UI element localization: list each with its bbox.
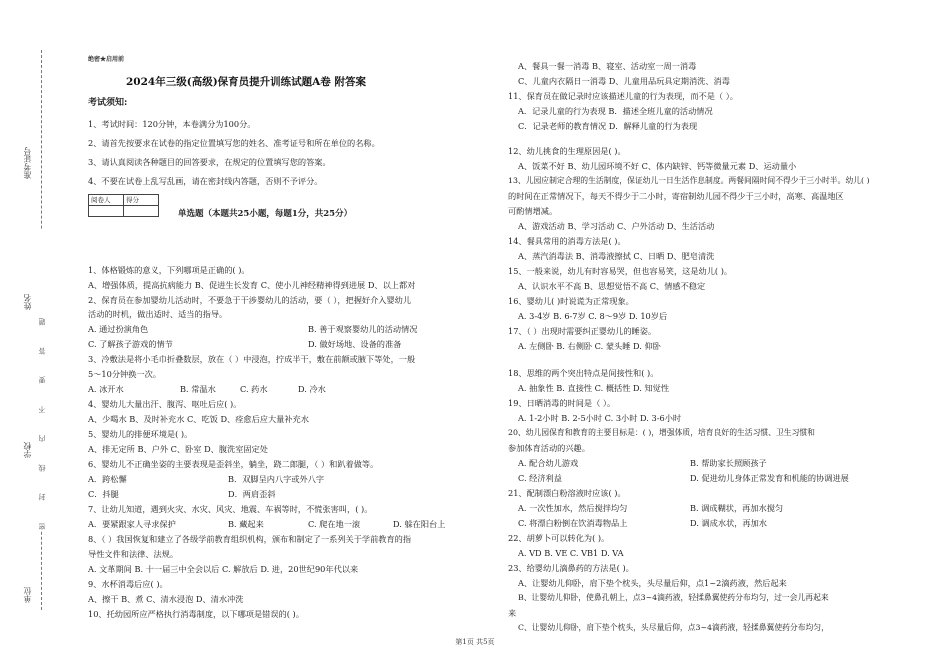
field-name-label: 姓名 — [23, 294, 32, 310]
option-line: A. 3-4岁 B. 6-7岁 C. 8～9岁 D. 10岁后 — [518, 311, 668, 321]
option-line: B. 调成糊状，再加水搅匀 — [690, 503, 784, 513]
reviewer-cell: 阅卷人 — [89, 195, 124, 206]
option-line: B. 善于观察婴幼儿的活动情况 — [308, 324, 418, 334]
question-line: 活动的时机，做出适时、适当的指导。 — [88, 309, 228, 319]
question-line: 12、幼儿挑食的生理原因是( )。 — [508, 146, 626, 156]
question-line: 21、配制漂白粉溶液时应该( )。 — [508, 488, 626, 498]
option-line: A. 配合幼儿游戏 — [518, 458, 579, 468]
question-line: 14、餐具常用的消毒方法是( )。 — [508, 236, 626, 246]
page-number: 第1页 共5页 — [455, 638, 495, 646]
question-line: 导性文件和法律、法规。 — [88, 549, 179, 559]
question-line: 13、儿园应制定合理的生活制度，保证幼儿一日生活作息制度。两餐间隔时间不得少于三小时半。幼儿( ) — [508, 176, 870, 185]
question-line: 6、婴幼儿不正确坐姿的主要表现是歪斜坐，躺坐，跷二郎腿，（ ）和趴着做等。 — [88, 459, 379, 469]
reviewer-blank[interactable] — [89, 206, 124, 217]
score-blank[interactable] — [124, 206, 159, 217]
option-line: A. 1-2小时 B. 2-5小时 C. 3小时 D. 3-6小时 — [518, 413, 682, 423]
question-line: 4、婴幼儿大量出汗、腹泻、呕吐后应( )。 — [88, 399, 242, 409]
notice-item: 1、考试时间：120分钟，本卷满分为100分。 — [88, 119, 256, 129]
option-line: A. 文革期间 B. 十一届三中全会以后 C. 解放后 D. 进，20世纪90年代以来 — [88, 564, 359, 574]
question-line: 19、日晒消毒的时间是（ ）。 — [508, 398, 616, 408]
score-box — [88, 194, 159, 217]
option-line: A．记录儿童的行为表现 B．描述全班儿童的活动情况 — [518, 106, 713, 116]
option-line: B、让婴幼儿仰卧，使鼻孔朝上，点3~4滴药液，轻揉鼻翼使药分布均匀，过一会儿再起来 — [518, 593, 829, 602]
question-line: 10、托幼园所应严格执行消毒制度，以下哪项是错误的( )。 — [88, 609, 304, 619]
question-line: 5、婴幼儿的排便环境是( )。 — [88, 429, 193, 439]
option-line: A. VD B. VE C. VB1 D. VA — [518, 548, 624, 558]
notice-item: 2、请首先按要求在试卷的指定位置填写您的姓名、准考证号和所在单位的名称。 — [88, 138, 380, 148]
question-line: 9、水杯消毒后应( )。 — [88, 579, 168, 589]
question-line: 3、冷敷法是将小毛巾折叠数层，放在（ ）中浸泡，拧成半干，敷在前额或腋下等处，一般 — [88, 354, 416, 364]
question-line: 7、让幼儿知道，遇到火灾、水灾、风灾、地震、车祸等时，不慌张害叫，( )。 — [88, 504, 373, 514]
option-line: A、擦干 B、煮 C、清水浸泡 D、清水冲洗 — [88, 594, 244, 604]
question-line: 的时间在正常情况下，每天不得少于二小时，寄宿制幼儿园不得少于三小时，高寒、高温地区 — [508, 191, 844, 201]
option-line: B. 帮助家长照顾孩子 — [690, 458, 767, 468]
option-line: B．双脚呈内八字或外八字 — [228, 474, 325, 484]
score-cell: 得分 — [124, 195, 159, 206]
question-line: 17、（ ）出现时需要纠正婴幼儿的睡姿。 — [508, 326, 657, 336]
question-line: 11、保育员在做记录时应该描述儿童的行为表现，而不是（ ）。 — [508, 91, 738, 101]
question-line: 1、体格锻炼的意义，下列哪项是正确的( )。 — [88, 265, 250, 275]
option-line: C. 了解孩子游戏的情节 — [88, 339, 173, 349]
question-line: 22、胡萝卜可以转化为( )。 — [508, 533, 610, 543]
option-line: 来 — [508, 608, 517, 618]
option-line: D. 躲在阳台上 — [393, 519, 446, 529]
option-line: A. 一次性加水，然后搅拌均匀 — [518, 503, 628, 513]
option-line: D. 调成水状，再加水 — [690, 518, 767, 528]
notice-item: 4、不要在试卷上乱写乱画，请在密封线内答题，否则不予评分。 — [88, 176, 323, 186]
option-line: A、少喝水 B、及时补充水 C、吃饭 D、痊愈后应大量补充水 — [88, 414, 309, 424]
option-line: A. 通过扮演角色 — [88, 324, 149, 334]
option-line: C．记录老师的教育情况 D．解释儿童的行为表现 — [518, 121, 698, 131]
option-line: A、饭菜不好 B、幼儿园环境不好 C、体内缺锌、钙等微量元素 D、运动量小 — [518, 161, 797, 171]
option-line: D．两肩歪斜 — [228, 489, 276, 499]
option-line: A. 冰开水 — [88, 384, 124, 394]
question-line: A、增强体质，提高抗病能力 B、促进生长发育 C、使小儿神经精神得到进展 D、以上都对 — [88, 280, 416, 290]
option-line: A、餐具一餐一消毒 B、寝室、活动室一周一消毒 — [518, 61, 697, 71]
option-line: B. 常温水 — [180, 384, 216, 394]
secret-mark: 绝密★启用前 — [88, 56, 125, 63]
option-line: A、排无定所 B、户外 C、卧室 D、腹洗室固定处 — [88, 444, 268, 454]
option-line: C、让婴幼儿仰卧，肩下垫个枕头，头尽量后仰，点3~4滴药液，轻揉鼻翼使药分布均匀， — [518, 623, 829, 632]
option-line: C、儿童内衣隔日一消毒 D、儿童用品玩具定期消洗、消毒 — [518, 76, 730, 86]
option-line: A. 左侧卧 B. 右侧卧 C. 蒙头睡 D. 仰卧 — [518, 341, 661, 351]
option-line: A、游戏活动 B、学习活动 C、户外活动 D、生活活动 — [518, 221, 715, 231]
option-line: A、认识水平不高 B、思想觉悟不高 C、情感不稳定 — [518, 281, 706, 291]
option-line: A．要紧跟家人寻求保护 — [88, 519, 176, 529]
option-line: C．抖腿 — [88, 489, 119, 499]
question-line: 15、一般来说，幼儿有时容易哭，但也容易笑，这是幼儿( )。 — [508, 266, 733, 276]
option-line: B. 藏起来 — [228, 519, 264, 529]
option-line: C. 爬在地一滚 — [308, 519, 361, 529]
field-school-label: 学校 — [23, 442, 32, 458]
question-line: 20、幼儿园保育和教育的主要目标是：( )，增强体质，培育良好的生活习惯、卫生习惯和 — [508, 428, 815, 437]
notice-heading: 考试须知: — [88, 98, 128, 108]
option-line: C. 经济利益 — [518, 473, 562, 483]
option-line: A、蒸汽消毒法 B、消毒液擦拭 C、日晒 D、肥皂清洗 — [518, 251, 715, 261]
option-line: A．跨松懈 — [88, 474, 127, 484]
field-unit-label: 单位 — [23, 587, 32, 603]
option-line: A. 抽象性 B. 直接性 C. 概括性 D. 知觉性 — [518, 383, 670, 393]
question-line: 23、给婴幼儿滴鼻药的方法是( )。 — [508, 563, 634, 573]
exam-title: 2024年三级(高级)保育员提升训练试题A卷 附答案 — [126, 76, 366, 88]
question-line: 8、（ ）我国恢复和建立了各级学前教育组织机构，颁布和制定了一系列关于学前教育的指 — [88, 534, 412, 544]
section-heading: 单选题（本题共25小题，每题1分，共25分） — [178, 209, 353, 219]
option-line: D. 冷水 — [298, 384, 326, 394]
question-line: 16、婴幼儿( )时说谎为正常现象。 — [508, 296, 634, 306]
option-line: D. 做好场地、设备的准备 — [308, 339, 402, 349]
option-line: C. 将漂白粉倒在饮消毒物品上 — [518, 518, 628, 528]
option-line: C. 药水 — [240, 384, 268, 394]
option-line: A、让婴幼儿仰卧，肩下垫个枕头，头尽量后仰，点1~2滴药液，然后起来 — [518, 578, 787, 588]
question-line: 参加体育活动的兴趣。 — [508, 443, 590, 453]
field-id-label: 准考证号 — [23, 147, 32, 179]
option-line: D. 促进幼儿身体正常发育和机能的协调进展 — [690, 473, 849, 483]
binding-margin — [22, 50, 52, 610]
question-line: 可酌情增减。 — [508, 206, 558, 216]
notice-item: 3、请认真阅读各种题目的回答要求，在规定的位置填写您的答案。 — [88, 157, 331, 167]
question-line: 5～10分钟换一次。 — [88, 369, 161, 379]
question-line: 2、保育员在参加婴幼儿活动时，不要急于干涉婴幼儿的活动，要（ ），把握好介入婴幼儿 — [88, 295, 412, 305]
seal-note: 密 封 线 内 不 要 答 题 — [37, 230, 47, 530]
question-line: 18、思维的两个突出特点是间接性和( )。 — [508, 368, 659, 378]
